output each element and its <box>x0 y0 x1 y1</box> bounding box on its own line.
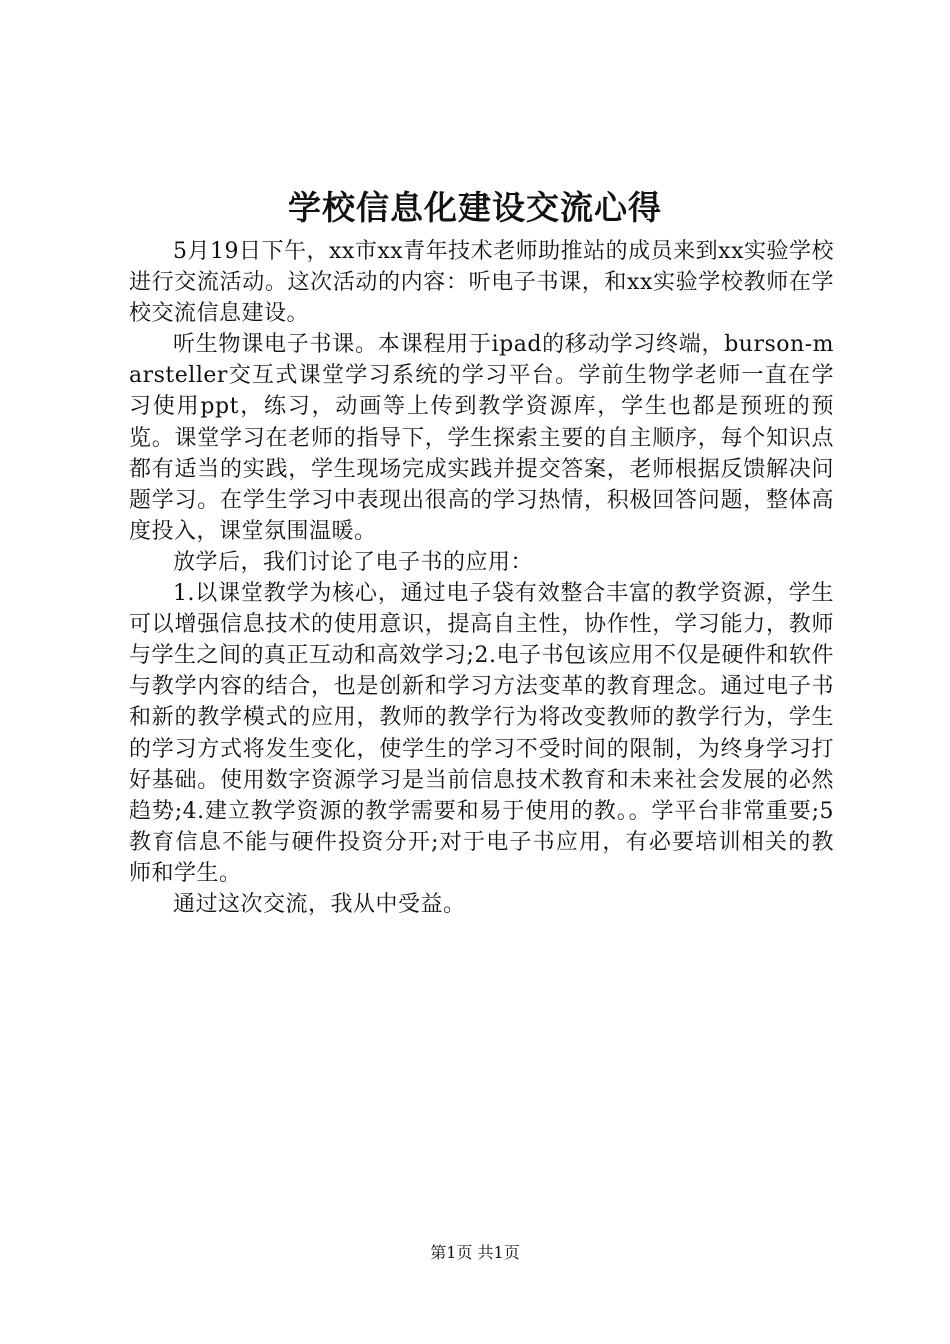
document-body <box>129 236 834 920</box>
paragraph-discussion-intro: 放学后，我们讨论了电子书的应用： <box>173 549 534 575</box>
page-footer: 第1页 共1页 <box>430 1243 520 1262</box>
paragraph-intro: 5月19日下午，xx市xx青年技术老师助推站的成员来到xx实验学校进行交流活动。这次活动的内容：听电子书课，和xx实验学校教师在学校交流信息建设。 <box>129 239 834 327</box>
document-title: 学校信息化建设交流心得 <box>288 188 662 227</box>
paragraph-biology-class: 听生物课电子书课。本课程用于ipad的移动学习终端，burson-marsteller交互式课堂学习系统的学习平台。学前生物学老师一直在学习使用ppt，练习，动画等上传到教学资源库，学生也都是预班的预览。课堂学习在老师的指导下，学生探索主要的自主顺序，每个知识点都有适当的实践，学生现场完成实践并提交答案，老师根据反馈解决问题学习。在学生学习中表现出很高的学习热情，积极回答问题，整体高度投入，课堂氛围温暖。 <box>129 332 834 544</box>
paragraph-discussion-points: 1.以课堂教学为核心，通过电子袋有效整合丰富的教学资源，学生可以增强信息技术的使用意识，提高自主性，协作性，学习能力，教师与学生之间的真正互动和高效学习;2.电子书包该应用不仅是硬件和软件与教学内容的结合，也是创新和学习方法变革的教育理念。通过电子书和新的教学模式的应用，教师的教学行为将改变教师的教学行为，学生的学习方式将发生变化，使学生的学习不受时间的限制，为终身学习打好基础。使用数字资源学习是当前信息技术教育和未来社会发展的必然趋势;4.建立教学资源的教学需要和易于使用的教。。学平台非常重要;5教育信息不能与硬件投资分开;对于电子书应用，有必要培训相关的教师和学生。 <box>129 581 834 886</box>
paragraph-conclusion: 通过这次交流，我从中受益。 <box>173 891 466 917</box>
